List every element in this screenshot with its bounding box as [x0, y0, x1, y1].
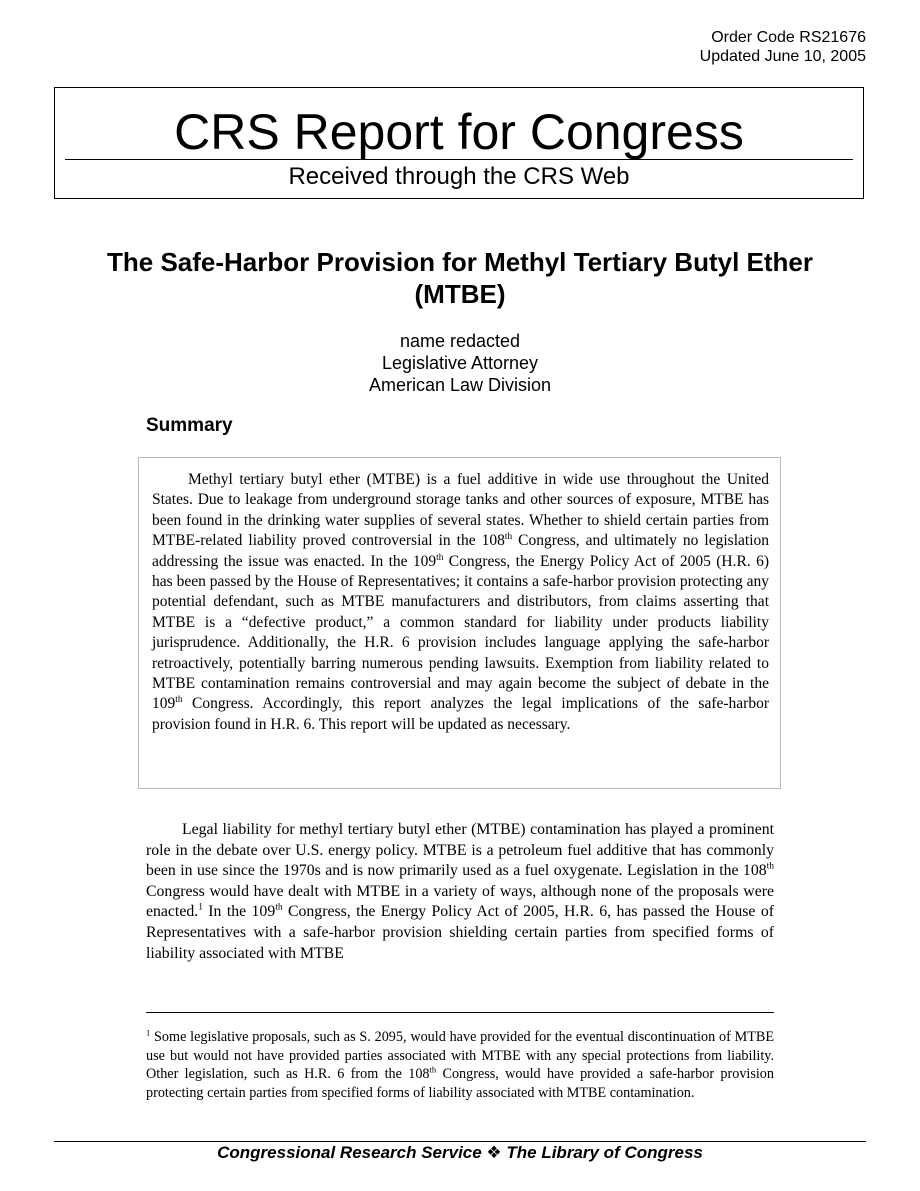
footer-text: Congressional Research Service ❖ The Library of Congress	[217, 1143, 703, 1162]
footnote-number: 1	[146, 1027, 151, 1038]
order-code-block	[700, 28, 866, 66]
author-position: Legislative Attorney	[381, 353, 539, 373]
author-name: name redacted	[399, 331, 521, 351]
footer-divider	[54, 1141, 866, 1142]
updated-date: Updated June 10, 2005	[699, 48, 866, 65]
banner-divider	[65, 159, 853, 160]
report-subtitle: Received through the CRS Web	[288, 163, 630, 190]
summary-paragraph: Methyl tertiary butyl ether (MTBE) is a fuel additive in wide use throughout the United States. Due to leakage from underground storage tanks and other sources of exposure, MTBE has been found in the drinking water supplies of several states. Whether to shield certain parties from MTBE-related liability proved controversial in the 108th Congress, and ultimately no legislation addressing the issue was enacted. In the 109th Congress, the Energy Policy Act of 2005 (H.R. 6) has been passed by the House of Representatives; it contains a safe-harbor provision protecting any potential defendant, such as MTBE manufacturers and distributors, from claims asserting that MTBE is a “defective product,” a common standard for liability under products liability jurisprudence. Additionally, the H.R. 6 provision includes language applying the safe-harbor retroactively, potentially barring numerous pending lawsuits. Exemption from liability related to MTBE contamination remains controversial and may again become the subject of debate in the 109th Congress. Accordingly, this report analyzes the legal implications of the safe-harbor provision found in H.R. 6. This report will be updated as necessary.	[152, 471, 770, 733]
footnote-reference[interactable]: 1	[198, 903, 203, 914]
order-code: Order Code RS21676	[711, 29, 866, 46]
report-title: CRS Report for Congress	[174, 104, 744, 160]
footnote-divider	[146, 1012, 774, 1013]
report-banner	[54, 87, 864, 199]
summary-box	[138, 457, 781, 789]
footnote-1: $^1$ Some legislative proposals, such as S. 2095, would have provided for the eventual discontinuation of MTBE use but would not have provided parties associated with MTBE with any special protections from liability. Other legislation, such as H.R. 6 from the 108th Congress, would have provided a safe-harbor provision protecting certain parties from specified forms of liability associated with MTBE contamination.	[146, 1027, 774, 1102]
summary-heading: Summary	[146, 415, 233, 436]
author-division: American Law Division	[368, 375, 552, 395]
document-title: The Safe-Harbor Provision for Methyl Tertiary Butyl Ether (MTBE)	[107, 247, 813, 309]
body-paragraph: Legal liability for methyl tertiary butyl ether (MTBE) contamination has played a prominent role in the debate over U.S. energy policy. MTBE is a petroleum fuel additive that has commonly been in use since the 1970s and is now primarily used as a fuel oxygenate. Legislation in the 108th Congress would have dealt with MTBE in a variety of ways, although none of the proposals were enacted.$^1$ In the 109th Congress, the Energy Policy Act of 2005, H.R. 6, has passed the House of Representatives with a safe-harbor provision shielding certain parties from specified forms of liability associated with MTBE	[146, 821, 774, 962]
